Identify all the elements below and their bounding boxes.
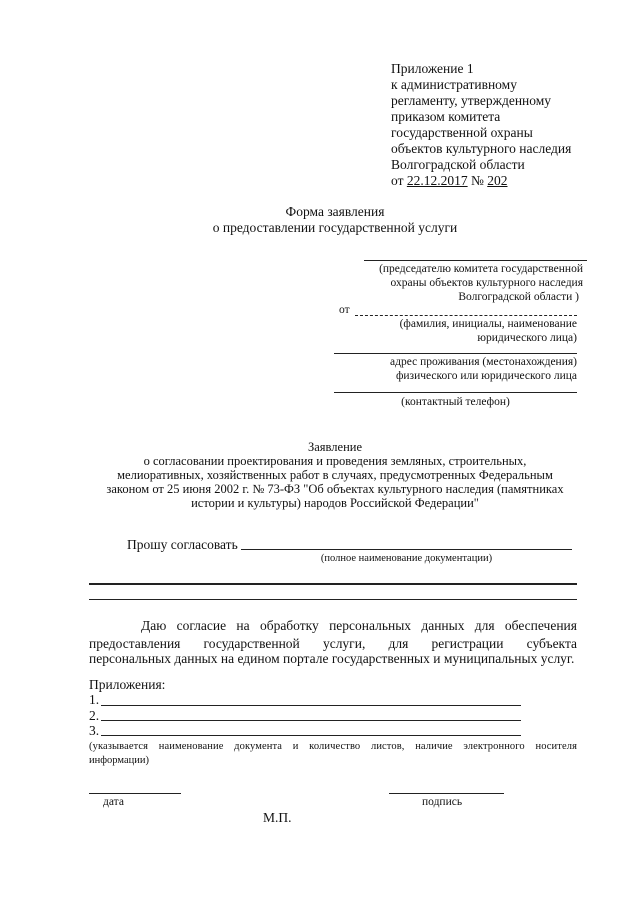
approval-line: регламенту, утвержденному <box>391 93 552 108</box>
consent-line: Даю согласие на обработку персональных данных для обеспечения <box>141 618 577 633</box>
attachment-field-3[interactable] <box>101 735 521 736</box>
date-prefix: от <box>391 173 404 188</box>
appendix-number: Приложение 1 <box>391 61 474 76</box>
statement-line: законом от 25 июня 2002 г. № 73-ФЗ "Об объектах культурного наследия (памятниках <box>106 482 564 496</box>
consent-line: персональных данных на едином портале государственных и муниципальных услуг. <box>89 651 575 666</box>
applicant-name-line <box>355 315 577 316</box>
address-caption: адрес проживания (местонахождения) <box>390 356 577 368</box>
approval-line: Волгоградской области <box>391 157 525 172</box>
documentation-continuation-line[interactable] <box>89 583 577 585</box>
addressee-caption: охраны объектов культурного наследия <box>390 277 583 289</box>
approval-line: к административному <box>391 77 517 92</box>
date-field[interactable] <box>89 793 181 794</box>
from-label: от <box>339 304 350 316</box>
statement-title: Заявление <box>307 440 362 454</box>
number-sign: № <box>470 173 484 188</box>
attachments-note: (указывается наименование документа и количество листов, наличие электронного носителя <box>89 741 577 752</box>
attachment-number: 1. <box>89 692 100 707</box>
order-date: 22.12.2017 <box>406 173 468 188</box>
statement-line: о согласовании проектирования и проведения земляных, строительных, <box>143 454 527 468</box>
attachment-number: 3. <box>89 723 100 738</box>
attachment-field-2[interactable] <box>101 720 521 721</box>
addressee-caption: (председателю комитета государственной <box>379 263 583 275</box>
form-subtitle: о предоставлении государственной услуги <box>212 220 458 235</box>
consent-line: предоставления государственной услуги, для регистрации субъекта <box>89 636 577 651</box>
date-caption: дата <box>103 796 124 808</box>
approval-line: приказом комитета <box>391 109 501 124</box>
approval-line: государственной охраны <box>391 125 533 140</box>
order-number: 202 <box>487 173 508 188</box>
attachment-field-1[interactable] <box>101 705 521 706</box>
documentation-name-field[interactable] <box>241 549 572 550</box>
form-title: Форма заявления <box>285 204 385 219</box>
phone-caption: (контактный телефон) <box>401 396 510 408</box>
documentation-continuation-line[interactable] <box>89 599 577 600</box>
applicant-caption: (фамилия, инициалы, наименование <box>399 318 577 330</box>
addressee-line <box>364 260 587 261</box>
attachments-heading: Приложения: <box>89 677 166 692</box>
statement-line: истории и культуры) народов Российской Федерации" <box>191 496 479 510</box>
statement-line: мелиоративных, хозяйственных работ в случаях, предусмотренных Федеральным <box>117 468 553 482</box>
address-line <box>334 353 577 354</box>
attachments-note: информации) <box>89 755 149 766</box>
request-label: Прошу согласовать <box>127 537 238 552</box>
approval-date-line <box>391 174 508 188</box>
documentation-caption: (полное наименование документации) <box>320 553 493 564</box>
address-caption: физического или юридического лица <box>395 370 577 382</box>
addressee-caption: Волгоградской области ) <box>458 291 579 303</box>
seal-placeholder: М.П. <box>263 810 292 825</box>
phone-line <box>334 392 577 393</box>
approval-line: объектов культурного наследия <box>391 141 572 156</box>
applicant-caption: юридического лица) <box>477 332 577 344</box>
signature-field[interactable] <box>389 793 504 794</box>
consent-paragraph <box>89 617 577 653</box>
signature-caption: подпись <box>422 796 463 808</box>
attachment-number: 2. <box>89 708 100 723</box>
